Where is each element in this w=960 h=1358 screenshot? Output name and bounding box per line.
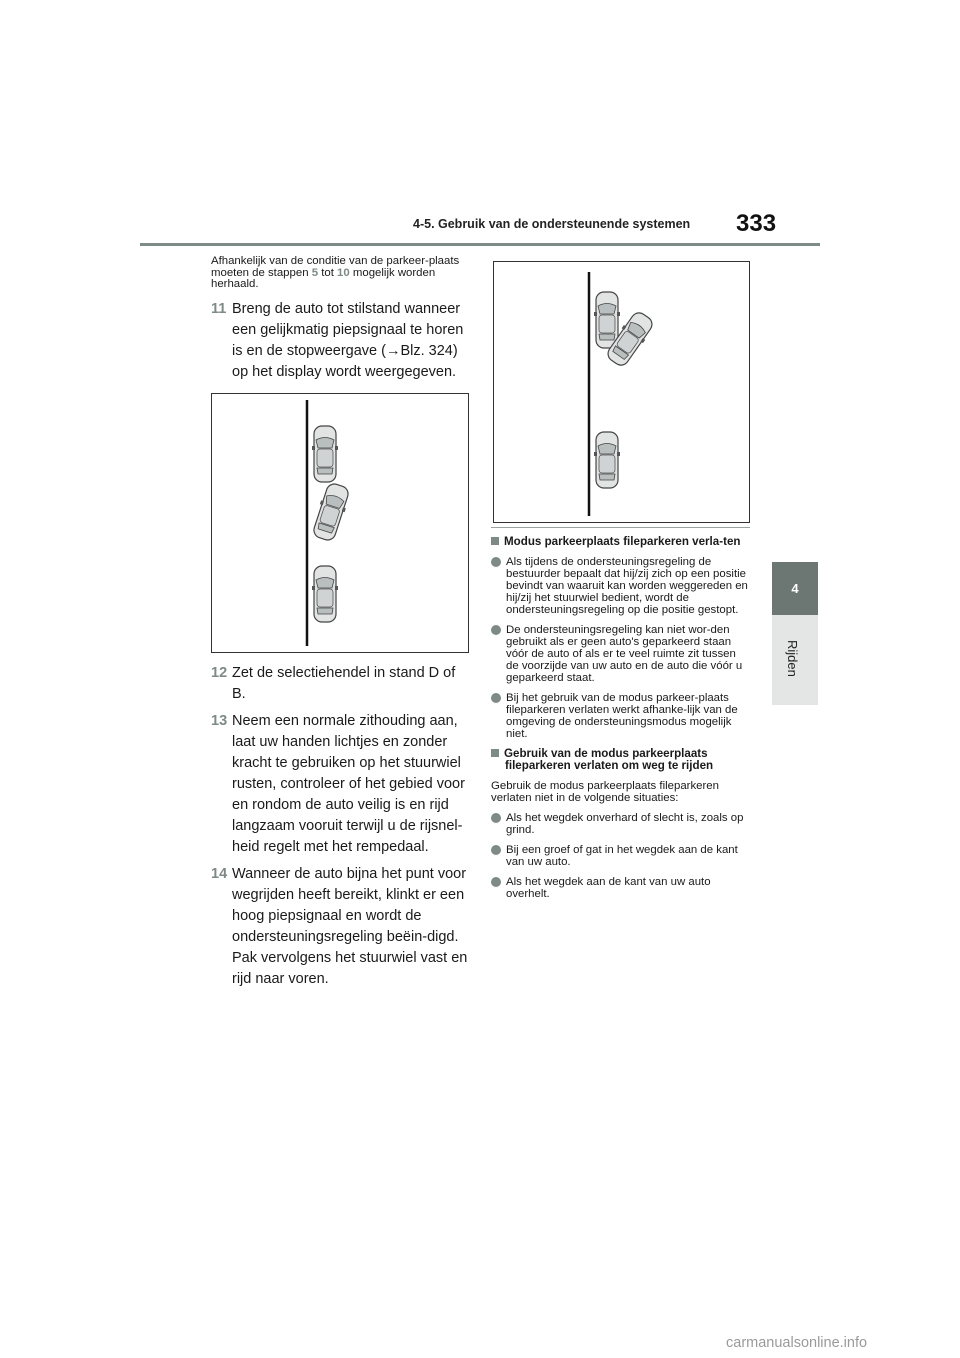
paragraph: Gebruik de modus parkeerplaats fileparkeren verlaten niet in de volgende situaties: [491, 780, 719, 804]
step-text: Breng de auto tot stilstand wanneer een gelijkmatig piepsignaal te horen is en de stopweergave ( [232, 300, 464, 359]
bullet-text: Als het wegdek onverhard of slecht is, zoals op grind. [506, 812, 744, 836]
bullet-item [491, 624, 750, 684]
section-heading [491, 536, 750, 548]
bullet-item [491, 556, 750, 616]
intro-part: tot [318, 266, 338, 279]
bullet-dot-icon [491, 693, 501, 703]
bullet-item [491, 844, 750, 868]
page-reference-link[interactable]: Blz. 324) op het display wordt weergegeven. [232, 342, 458, 380]
intro-step-ref: 5 [311, 266, 319, 279]
step-number: 11 [211, 300, 227, 317]
bullet-text: Bij een groef of gat in het wegdek aan de kant van uw auto. [506, 844, 738, 868]
heading-text: Gebruik van de modus parkeerplaats fileparkeren verlaten om weg te rijden [504, 747, 714, 772]
bullet-text: De ondersteuningsregeling kan niet wor-den gebruikt als er geen auto's geparkeerd staan vóór de auto of als er te veel ruimte zit tussen de voorzijde van uw auto en de auto die vóór u geparkeerd staat. [506, 624, 743, 684]
intro-text [211, 256, 469, 291]
step-13 [211, 711, 469, 858]
bullet-item [491, 692, 750, 740]
step-12 [211, 663, 469, 705]
parking-illustration-2 [494, 262, 749, 522]
own-car [310, 481, 352, 542]
parking-figure-1 [211, 393, 469, 653]
square-bullet-icon [491, 749, 499, 757]
heading-text: Modus parkeerplaats fileparkeren verla-ten [504, 535, 741, 548]
parked-car-rear [312, 566, 338, 622]
parking-illustration-1 [212, 394, 468, 652]
arrow-icon: → [385, 342, 401, 359]
figure-rule [491, 527, 750, 528]
bullet-dot-icon [491, 557, 501, 567]
square-bullet-icon [491, 537, 499, 545]
intro-part: Afhankelijk van de conditie van de parkeer-plaats moeten de stappen [211, 255, 460, 279]
bullet-text: Bij het gebruik van de modus parkeer-plaats fileparkeren verlaten werkt afhanke-lijk van de omgeving de ondersteuningsmodus mogelijk niet. [506, 692, 738, 740]
watermark: carmanualsonline.info [726, 1335, 868, 1351]
parked-car-front [312, 426, 338, 482]
header-rule [140, 243, 820, 246]
page-number: 333 [736, 210, 777, 237]
bullet-dot-icon [491, 877, 501, 887]
parked-car-rear [594, 432, 620, 488]
right-column [491, 536, 750, 908]
chapter-tab[interactable]: 4 [772, 562, 818, 615]
step-14 [211, 864, 469, 990]
step-number: 12 [211, 664, 228, 681]
step-number: 14 [211, 865, 228, 882]
step-number: 13 [211, 712, 228, 729]
bullet-dot-icon [491, 625, 501, 635]
bullet-item [491, 876, 750, 900]
section-title: 4-5. Gebruik van de ondersteunende systemen [413, 217, 691, 231]
step-text: Wanneer de auto bijna het punt voor wegrijden heeft bereikt, klinkt er een hoog piepsignaal en wordt de ondersteuningsregeling beëin-digd. Pak vervolgens het stuurwiel vast en rijd naar voren. [232, 865, 468, 987]
chapter-label-text: Rijden [785, 640, 800, 677]
parking-figure-2 [493, 261, 750, 523]
step-11 [211, 299, 469, 383]
intro-step-ref: 10 [337, 266, 350, 279]
intro-part: mogelijk worden herhaald. [211, 266, 436, 290]
chapter-label [778, 640, 812, 680]
bullet-dot-icon [491, 813, 501, 823]
step-text: Neem een normale zithouding aan, laat uw handen lichtjes en zonder kracht te gebruiken op het stuurwiel rusten, controleer of het gebied voor en rondom de auto veilig is en rijd langzaam vooruit terwijl u de rijsnel-heid regelt met het rempedaal. [232, 712, 465, 855]
step-text: Zet de selectiehendel in stand D of B. [232, 664, 456, 702]
bullet-dot-icon [491, 845, 501, 855]
left-column [211, 256, 469, 996]
bullet-item [491, 812, 750, 836]
bullet-text: Als tijdens de ondersteuningsregeling de bestuurder bepaalt dat hij/zij zich op een positie bevindt van waaruit kan worden weggereden en hij/zij het stuurwiel bedient, wordt de ondersteuningsregeling op die positie gestopt. [506, 556, 748, 616]
section-heading [491, 748, 750, 772]
bullet-text: Als het wegdek aan de kant van uw auto overhelt. [506, 876, 711, 900]
